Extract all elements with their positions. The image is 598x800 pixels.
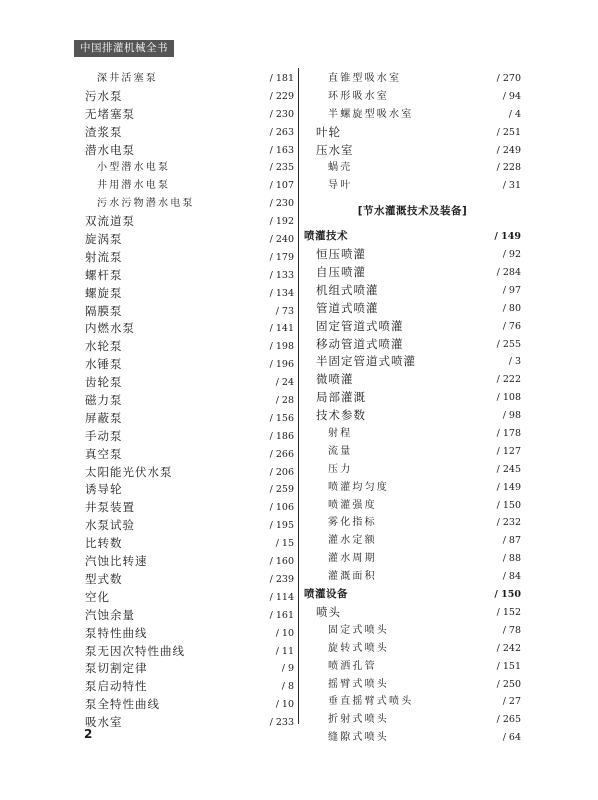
index-entry	[85, 124, 294, 142]
index-entry-term: 机组式喷灌	[316, 282, 379, 297]
index-entry-page: / 76	[502, 320, 521, 332]
page-number: 2	[84, 727, 93, 741]
index-entry-term: 缝隙式喷头	[328, 732, 389, 744]
index-entry-term: 喷灌强度	[328, 499, 377, 511]
index-entry-page: / 163	[269, 144, 294, 156]
index-entry	[85, 625, 294, 643]
index-entry	[304, 300, 521, 318]
index-entry-term: 流量	[328, 445, 353, 457]
index-entry-page: / 239	[269, 573, 294, 585]
index-entry	[85, 70, 294, 88]
index-entry-page: / 108	[496, 392, 521, 404]
index-entry-page: / 270	[496, 73, 521, 84]
index-entry-term: 恒压喷灌	[316, 247, 366, 262]
index-entry-term: 微喷灌	[316, 372, 354, 387]
index-entry	[304, 246, 521, 264]
index-entry-term: 直锥型吸水室	[328, 73, 402, 84]
index-entry-page: / 24	[275, 377, 294, 389]
index-entry-page: / 84	[502, 571, 521, 583]
index-entry-page: / 222	[496, 374, 521, 386]
index-entry	[304, 124, 521, 142]
index-entry-term: 屏蔽泵	[85, 410, 123, 425]
index-entry-term: 摇臂式喷头	[328, 678, 389, 690]
index-entry-term: 吸水室	[85, 715, 123, 730]
index-entry-term: 水泵试验	[85, 518, 135, 533]
index-entry-term: 压力	[328, 463, 353, 475]
index-entry	[85, 517, 294, 535]
index-entry-page: / 141	[269, 323, 294, 335]
index-entry-term: 压水室	[316, 142, 354, 157]
index-entry	[85, 213, 294, 231]
index-entry-page: / 198	[269, 341, 294, 353]
index-entry-page: / 251	[496, 126, 521, 138]
index-entry-term: 旋涡泵	[85, 232, 123, 247]
index-entry-term: 垂直摇臂式喷头	[328, 696, 414, 708]
index-entry-page: / 250	[496, 678, 521, 690]
index-entry	[304, 228, 521, 246]
index-entry-page: / 196	[269, 359, 294, 371]
index-entry	[304, 586, 521, 604]
index-entry	[85, 499, 294, 517]
index-entry-page: / 3	[508, 356, 521, 368]
index-entry-page: / 284	[496, 267, 521, 279]
index-entry	[304, 729, 521, 747]
index-entry-term: 比转数	[85, 536, 123, 551]
index-entry-page: / 150	[494, 589, 521, 601]
index-entry-term: 磁力泵	[85, 393, 123, 408]
index-entry	[85, 589, 294, 607]
index-entry-term: 喷头	[316, 604, 341, 619]
index-entry	[304, 353, 521, 371]
index-entry	[85, 696, 294, 714]
index-entry	[85, 195, 294, 213]
index-entry	[85, 464, 294, 482]
index-entry-term: 环形吸水室	[328, 90, 389, 102]
index-entry-page: / 114	[269, 591, 294, 603]
index-entry-term: 旋转式喷头	[328, 642, 389, 654]
index-column-left	[85, 70, 294, 732]
index-entry-page: / 263	[269, 126, 294, 138]
index-entry-term: 自压喷灌	[316, 265, 366, 280]
index-entry-page: / 230	[269, 108, 294, 120]
index-entry-term: 喷灌技术	[304, 230, 348, 243]
index-entry-page: / 8	[281, 681, 294, 693]
index-entry	[85, 428, 294, 446]
section-heading-text: [节水灌溉技术及装备]	[357, 205, 468, 218]
index-entry-page: / 181	[269, 73, 294, 84]
index-entry-term: 灌水定额	[328, 535, 377, 547]
index-entry-term: 内燃水泵	[85, 321, 135, 336]
index-entry	[304, 318, 521, 336]
index-entry	[85, 374, 294, 392]
index-entry-term: 汽蚀比转速	[85, 554, 148, 569]
index-entry-term: 泵全特性曲线	[85, 697, 160, 712]
index-entry-page: / 229	[269, 90, 294, 102]
index-entry-term: 螺杆泵	[85, 267, 123, 282]
index-entry	[304, 604, 521, 622]
index-entry-page: / 106	[269, 502, 294, 514]
index-entry	[85, 392, 294, 410]
index-entry	[85, 660, 294, 678]
index-entry-term: 灌水周期	[328, 553, 377, 565]
index-entry-term: 泵特性曲线	[85, 625, 148, 640]
index-entry	[304, 70, 521, 88]
index-entry-term: 无堵塞泵	[85, 106, 135, 121]
index-entry-page: / 266	[269, 448, 294, 460]
index-entry-term: 喷灌均匀度	[328, 481, 389, 493]
index-entry-term: 泵切割定律	[85, 661, 148, 676]
index-entry-page: / 228	[496, 162, 521, 174]
index-entry-term: 螺旋泵	[85, 285, 123, 300]
index-entry-term: 蜗壳	[328, 162, 353, 174]
index-entry	[85, 159, 294, 177]
index-entry-term: 固定管道式喷灌	[316, 318, 404, 333]
index-entry	[85, 249, 294, 267]
column-divider	[298, 68, 299, 724]
index-entry-page: / 28	[275, 395, 294, 407]
index-entry-page: / 94	[502, 90, 521, 102]
index-entry	[304, 443, 521, 461]
index-entry	[304, 622, 521, 640]
index-entry-page: / 4	[508, 108, 521, 120]
index-entry-term: 喷洒孔管	[328, 660, 377, 672]
index-entry-page: / 235	[269, 162, 294, 174]
index-entry	[304, 282, 521, 300]
index-entry	[85, 303, 294, 321]
section-heading	[304, 195, 521, 228]
index-entry-page: / 87	[502, 535, 521, 547]
index-entry-term: 污水污物潜水电泵	[97, 198, 195, 210]
index-entry-term: 灌溉面积	[328, 571, 377, 583]
index-entry	[85, 338, 294, 356]
index-entry-page: / 92	[502, 249, 521, 261]
index-entry	[304, 479, 521, 497]
index-entry-page: / 27	[502, 696, 521, 708]
index-entry	[85, 481, 294, 499]
index-entry-page: / 232	[496, 517, 521, 529]
index-entry-page: / 245	[496, 463, 521, 475]
index-entry-term: 手动泵	[85, 428, 123, 443]
index-entry-term: 射流泵	[85, 249, 123, 264]
index-entry-page: / 206	[269, 466, 294, 478]
index-entry-page: / 150	[496, 499, 521, 511]
index-entry-term: 局部灌溉	[316, 390, 366, 405]
index-entry-page: / 160	[269, 556, 294, 568]
index-entry	[85, 356, 294, 374]
index-entry-term: 水轮泵	[85, 339, 123, 354]
index-entry	[85, 88, 294, 106]
index-entry-term: 半固定管道式喷灌	[316, 354, 416, 369]
index-entry-term: 叶轮	[316, 124, 341, 139]
index-entry-term: 双流道泵	[85, 214, 135, 229]
index-entry-page: / 73	[275, 305, 294, 317]
index-entry	[85, 446, 294, 464]
index-entry-page: / 230	[269, 198, 294, 210]
index-entry-term: 管道式喷灌	[316, 300, 379, 315]
index-entry-term: 真空泵	[85, 446, 123, 461]
index-entry	[304, 389, 521, 407]
index-entry	[304, 693, 521, 711]
index-entry-page: / 9	[281, 663, 294, 675]
index-entry	[85, 106, 294, 124]
index-entry	[85, 177, 294, 195]
index-entry	[304, 550, 521, 568]
index-entry-page: / 240	[269, 234, 294, 246]
index-entry-page: / 195	[269, 520, 294, 532]
index-entry-page: / 255	[496, 338, 521, 350]
index-entry	[304, 640, 521, 658]
index-entry-term: 折射式喷头	[328, 714, 389, 726]
index-entry-page: / 64	[502, 732, 521, 744]
index-entry	[85, 678, 294, 696]
index-entry	[304, 264, 521, 282]
index-entry-term: 井泵装置	[85, 500, 135, 515]
index-entry	[304, 371, 521, 389]
index-entry-page: / 133	[269, 269, 294, 281]
index-entry-term: 渣浆泵	[85, 124, 123, 139]
index-entry	[85, 320, 294, 338]
index-entry-page: / 259	[269, 484, 294, 496]
index-entry-page: / 31	[502, 180, 521, 192]
index-entry-page: / 178	[496, 428, 521, 440]
index-entry	[304, 177, 521, 195]
index-entry-page: / 15	[275, 538, 294, 550]
index-entry-page: / 80	[502, 302, 521, 314]
index-entry	[85, 571, 294, 589]
index-entry	[304, 497, 521, 515]
index-entry-term: 固定式喷头	[328, 624, 389, 636]
index-entry	[304, 425, 521, 443]
index-entry-page: / 249	[496, 144, 521, 156]
index-entry	[85, 553, 294, 571]
index-entry	[304, 658, 521, 676]
index-entry-page: / 97	[502, 284, 521, 296]
index-entry-page: / 233	[269, 717, 294, 729]
index-entry	[304, 532, 521, 550]
index-entry	[304, 159, 521, 177]
index-entry-page: / 11	[275, 645, 294, 657]
index-entry-term: 污水泵	[85, 88, 123, 103]
index-entry	[304, 106, 521, 124]
index-entry-term: 雾化指标	[328, 517, 377, 529]
index-entry-term: 半螺旋型吸水室	[328, 108, 414, 120]
book-title-badge: 中国排灌机械全书	[74, 40, 174, 57]
index-column-right	[304, 70, 521, 747]
index-entry-page: / 78	[502, 624, 521, 636]
index-entry-page: / 149	[494, 231, 521, 243]
index-entry-term: 空化	[85, 589, 110, 604]
index-entry	[85, 285, 294, 303]
index-entry	[304, 514, 521, 532]
index-entry-term: 齿轮泵	[85, 375, 123, 390]
index-entry	[304, 676, 521, 694]
index-entry	[304, 336, 521, 354]
index-entry-term: 潜水电泵	[85, 142, 135, 157]
index-entry-page: / 156	[269, 412, 294, 424]
index-entry-term: 型式数	[85, 571, 123, 586]
index-entry	[85, 410, 294, 428]
index-entry	[304, 88, 521, 106]
index-entry	[85, 607, 294, 625]
index-entry-page: / 88	[502, 553, 521, 565]
index-entry	[85, 535, 294, 553]
index-entry-page: / 134	[269, 287, 294, 299]
index-entry-page: / 265	[496, 714, 521, 726]
index-entry-page: / 242	[496, 642, 521, 654]
index-entry-term: 井用潜水电泵	[97, 180, 171, 192]
index-entry-term: 汽蚀余量	[85, 607, 135, 622]
index-entry-term: 射程	[328, 428, 353, 440]
index-entry-term: 水锤泵	[85, 357, 123, 372]
index-entry-page: / 179	[269, 251, 294, 263]
index-entry-page: / 161	[269, 609, 294, 621]
index-entry-page: / 192	[269, 216, 294, 228]
index-entry	[304, 568, 521, 586]
index-entry	[85, 267, 294, 285]
index-entry	[304, 407, 521, 425]
index-entry-page: / 107	[269, 180, 294, 192]
index-entry	[85, 643, 294, 661]
index-entry	[304, 711, 521, 729]
index-entry-term: 诱导轮	[85, 482, 123, 497]
index-entry-page: / 152	[496, 606, 521, 618]
index-entry-term: 太阳能光伏水泵	[85, 464, 173, 479]
index-entry-term: 喷灌设备	[304, 588, 348, 601]
index-entry	[85, 714, 294, 732]
index-entry-page: / 149	[496, 481, 521, 493]
index-entry-page: / 127	[496, 445, 521, 457]
index-entry-page: / 10	[275, 699, 294, 711]
index-entry-page: / 151	[496, 660, 521, 672]
index-entry	[304, 142, 521, 160]
index-entry	[304, 461, 521, 479]
index-entry	[85, 142, 294, 160]
index-entry	[85, 231, 294, 249]
index-entry-page: / 98	[502, 410, 521, 422]
index-entry-term: 泵无因次特性曲线	[85, 643, 185, 658]
index-entry-term: 隔膜泵	[85, 303, 123, 318]
index-entry-page: / 10	[275, 627, 294, 639]
index-entry-page: / 186	[269, 430, 294, 442]
index-entry-term: 小型潜水电泵	[97, 162, 171, 174]
index-entry-term: 泵启动特性	[85, 679, 148, 694]
index-entry-term: 技术参数	[316, 408, 366, 423]
index-entry-term: 深井活塞泵	[97, 73, 158, 84]
index-entry-term: 移动管道式喷灌	[316, 336, 404, 351]
index-entry-term: 导叶	[328, 180, 353, 192]
